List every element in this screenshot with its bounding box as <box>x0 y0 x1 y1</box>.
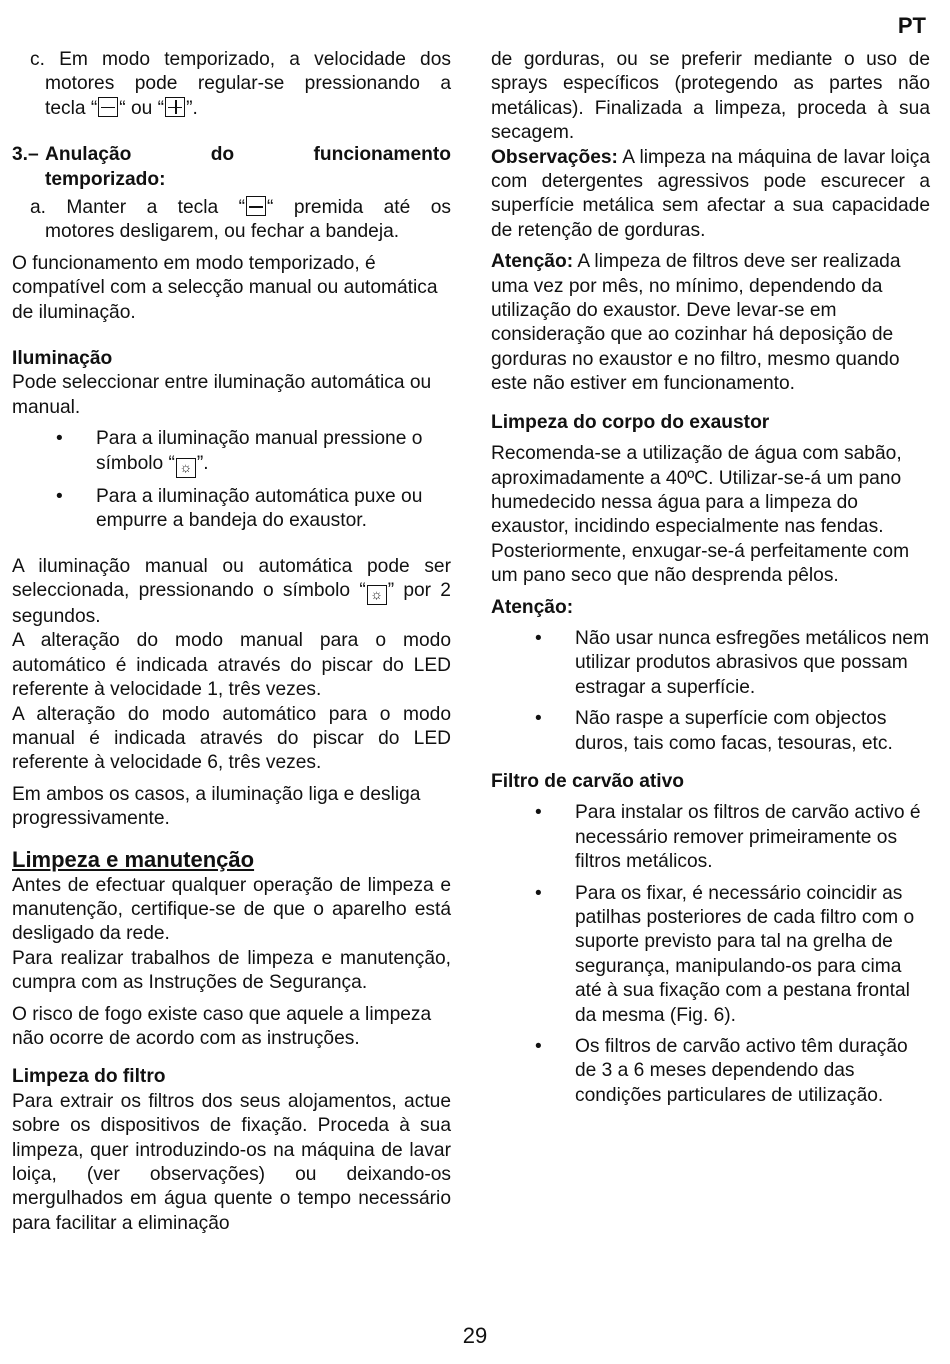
attention-filter-text: A limpeza de filtros deve ser realizada uma vez por mês, no mínimo, dependendo da utilização do exaustor. Deve levar-se em consideração que ao cozinhar há deposição de gorduras no exaustor e no filtro, mesmo quando este não estiver em funcionamento. <box>491 251 901 395</box>
attention-bullet-list <box>491 627 930 756</box>
filter-cleaning-continued: de gorduras, ou se preferir mediante o uso de sprays específicos (protegendo as partes não metálicas). Finalizada a limpeza, proceda à sua secagem. <box>491 49 930 144</box>
list-item: • Para instalar os filtros de carvão activo é necessário remover primeiramente os filtros metálicos. <box>535 802 921 873</box>
language-tag: PT <box>897 13 926 38</box>
list-item: • Não usar nunca esfregões metálicos nem utilizar produtos abrasivos que possam estragar a superfície. <box>535 627 930 698</box>
cleaning-para1: Antes de efectuar qualquer operação de limpeza e manutenção, certifique-se de que o aparelho está desligado da rede. <box>12 874 451 945</box>
charcoal-bullet-list <box>491 801 930 1108</box>
page-number: 29 <box>462 1323 488 1348</box>
observations-label: Observações: <box>491 146 618 168</box>
attention-bullet-text: Não raspe a superfície com objectos duros, tais como facas, tesouras, etc. <box>575 708 893 754</box>
lighting-bullet1-text: Para a iluminação manual pressione o símbolo “ <box>96 428 423 474</box>
section-3-cancel-timer <box>12 143 451 245</box>
timer-speed-item <box>30 48 451 121</box>
c-item-line3-pre: tecla “ <box>45 97 98 119</box>
lighting-heading: Iluminação <box>12 348 113 370</box>
lighting-auto-to-manual: A alteração do modo automático para o modo manual é indicada através do piscar do LED referente à velocidade 6, três vezes. <box>12 703 451 774</box>
body-cleaning-heading: Limpeza do corpo do exaustor <box>491 411 770 433</box>
filter-cleaning-paragraph: Para extrair os filtros dos seus alojamentos, actue sobre os dispositivos de fixação. Proceda à sua limpeza, quer introduzindo-os na máquina de lavar loiça, (ver observações) ou deixando-os mergulhados em água quente o tempo necessário para facilitar a eliminação <box>12 1090 451 1234</box>
left-column <box>12 48 451 1236</box>
charcoal-bullet-text: Os filtros de carvão activo têm duração de 3 a 6 meses dependendo das condições particulares de utilização. <box>575 1036 908 1106</box>
lighting-bullet1-post: ”. <box>196 452 209 474</box>
lighting-bullet-list <box>12 427 451 533</box>
section-3-title-line2: temporizado: <box>45 168 166 190</box>
section-3-title-b: do <box>210 144 235 166</box>
cleaning-heading: Limpeza e manutenção <box>12 846 255 872</box>
cleaning-fire-risk: O risco de fogo existe caso que aquele a limpeza não ocorre de acordo com as instruções. <box>12 1003 432 1049</box>
section-3-title-line1 <box>12 143 451 167</box>
section-3-title-a: Anulação <box>45 144 132 166</box>
lighting-progressive: Em ambos os casos, a iluminação liga e desliga progressivamente. <box>12 783 421 830</box>
right-column <box>491 48 930 1115</box>
cleaning-para2: Para realizar trabalhos de limpeza e manutenção, cumpra com as Instruções de Segurança. <box>12 947 451 994</box>
filter-cleaning-heading: Limpeza do filtro <box>12 1066 166 1088</box>
observations-text: A limpeza na máquina de lavar loiça com detergentes agressivos pode escurecer a superfície metálica sem afectar a sua capacidade de retenção de gorduras. <box>491 146 930 241</box>
list-item: • Para a iluminação manual pressione o símbolo “ ☼ ”. <box>12 427 451 477</box>
attention-bullet-text: Não usar nunca esfregões metálicos nem utilizar produtos abrasivos que possam estragar a superfície. <box>575 627 930 698</box>
lighting-manual-to-auto: A alteração do modo manual para o modo automático é indicada através do piscar do LED referente à velocidade 1, três vezes. <box>12 630 451 701</box>
section-3-number: 3.– <box>12 144 39 166</box>
lighting-toggle-paragraph <box>12 555 451 630</box>
attention-heading: Atenção: <box>491 596 574 618</box>
light-bulb-icon: ☼ <box>367 585 387 605</box>
section-3-a-line2: motores desligarem, ou fechar a bandeja. <box>45 221 400 243</box>
c-item-line1: c. Em modo temporizado, a velocidade dos <box>30 49 451 70</box>
list-item: • Os filtros de carvão activo têm duração de 3 a 6 meses dependendo das condições particulares de utilização. <box>535 1036 908 1106</box>
attention-label: Atenção: <box>491 251 574 273</box>
lighting-para1-pre: A iluminação manual ou automática pode ser seleccionada, pressionando o símbolo “ <box>12 555 451 601</box>
lighting-para1-post: ” por 2 segundos. <box>12 579 451 627</box>
charcoal-bullet-text: Para instalar os filtros de carvão activo é necessário remover primeiramente os filtros metálicos. <box>575 802 921 873</box>
section-3-title-c: funcionamento <box>313 144 451 166</box>
lighting-intro: Pode seleccionar entre iluminação automática ou manual. <box>12 372 432 418</box>
section-3-a-pre: a. Manter a tecla “ <box>30 197 246 219</box>
attention-filter-paragraph <box>491 250 930 396</box>
list-item: • Para os fixar, é necessário coincidir as patilhas posteriores de cada filtro com o suporte previsto para tal na grelha de segurança, manipulando-os para cima até à sua fixação com a pestana frontal da mesma (Fig. 6). <box>535 882 915 1026</box>
charcoal-bullet-text: Para os fixar, é necessário coincidir as patilhas posteriores de cada filtro com o suporte previsto para tal na grelha de segurança, manipulando-os para cima até à sua fixação com a pestana frontal da mesma (Fig. 6). <box>575 882 915 1026</box>
c-item-line3-post: ”. <box>186 97 198 119</box>
plus-key-icon <box>165 97 185 117</box>
c-item-line3-mid: “ ou “ <box>119 97 165 119</box>
minus-key-icon <box>98 97 118 117</box>
section-3-a-line1 <box>30 196 451 220</box>
section-3-a-post: “ premida até os <box>267 197 451 219</box>
timer-compat-paragraph: O funcionamento em modo temporizado, é compatível com a selecção manual ou automática de iluminação. <box>12 252 438 323</box>
c-item-line2: motores pode regular-se pressionando a <box>45 73 451 95</box>
list-item: • Para a iluminação automática puxe ou empurre a bandeja do exaustor. <box>56 485 423 532</box>
light-bulb-icon: ☼ <box>176 458 196 478</box>
lighting-bullet2-text: Para a iluminação automática puxe ou empurre a bandeja do exaustor. <box>96 485 423 532</box>
c-item-line3 <box>45 97 451 121</box>
charcoal-filter-heading: Filtro de carvão ativo <box>491 770 684 792</box>
list-item: • Não raspe a superfície com objectos duros, tais como facas, tesouras, etc. <box>535 708 893 754</box>
observations-paragraph <box>491 146 930 244</box>
minus-key-icon <box>246 196 266 216</box>
body-cleaning-paragraph: Recomenda-se a utilização de água com sabão, aproximadamente a 40ºC. Utilizar-se-á um pano humedecido nessa água para a limpeza do exaustor, incidindo especialmente nas fendas. Posteriormente, enxugar-se-á perfeitamente com um pano seco que não desprenda pêlos. <box>491 443 910 587</box>
